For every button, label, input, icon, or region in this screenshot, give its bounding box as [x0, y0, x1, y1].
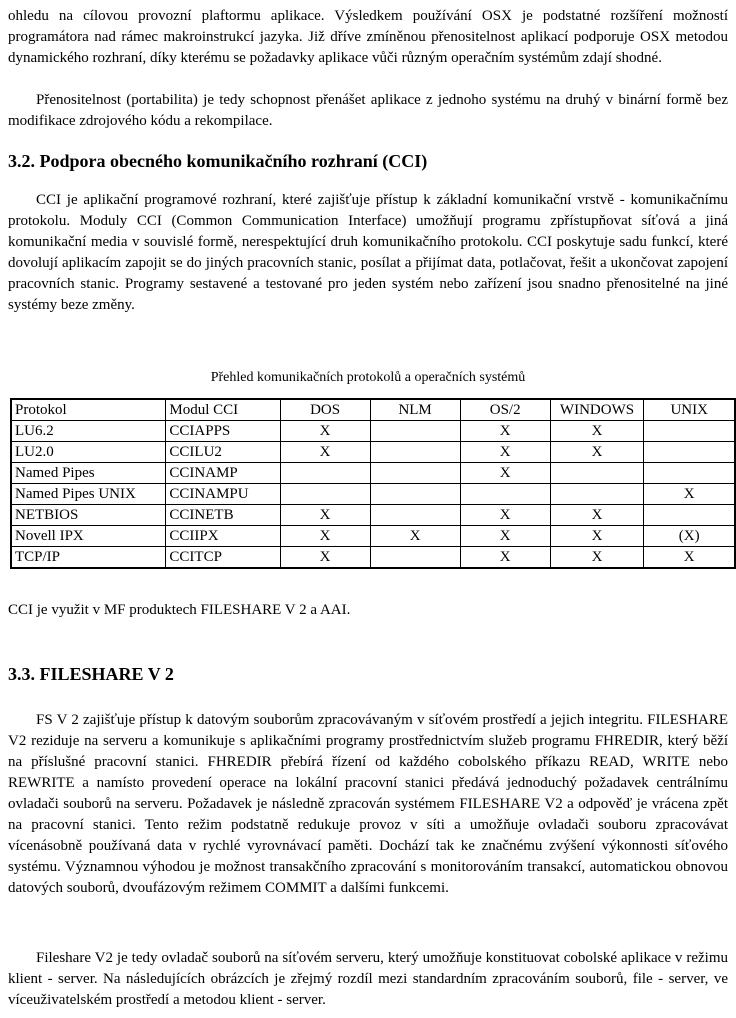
- cell-nlm: [370, 547, 460, 569]
- cell-nlm: [370, 421, 460, 442]
- cell-dos: X: [280, 547, 370, 569]
- cell-unix: [644, 421, 735, 442]
- cell-protocol: Named Pipes: [11, 463, 166, 484]
- table-caption: Přehled komunikačních protokolů a operačních systémů: [210, 370, 526, 385]
- header-module: Modul CCI: [166, 399, 280, 421]
- table-header-row: [11, 399, 735, 421]
- cell-protocol: LU2.0: [11, 442, 166, 463]
- cell-module: CCITCP: [166, 547, 280, 569]
- cell-windows: X: [550, 547, 644, 569]
- cell-module: CCINAMP: [166, 463, 280, 484]
- cell-protocol: Named Pipes UNIX: [11, 484, 166, 505]
- intro-paragraph-1: ohledu na cílovou provozní plaftormu aplikace. Výsledkem používání OSX je podstatné rozšíření možností programátora nad rámec makroinstrukcí jazyka. Již dříve zmíněnou přenositelnost aplikací podporuje OSX metodou dynamického rozhraní, díky kterému se požadavky aplikace vůči různým operačním systémům zdají shodné.: [8, 8, 728, 66]
- cell-unix: [644, 463, 735, 484]
- cell-unix: [644, 442, 735, 463]
- header-protocol: Protokol: [11, 399, 166, 421]
- cci-usage-note: CCI je využit v MF produktech FILESHARE V 2 a AAI.: [8, 602, 351, 618]
- cell-windows: X: [550, 505, 644, 526]
- cell-dos: X: [280, 421, 370, 442]
- table-row: [11, 526, 735, 547]
- section-3-3-paragraph-2: Fileshare V2 je tedy ovladač souborů na síťovém serveru, který umožňuje konstituovat cobolské aplikace v režimu klient - server. Na následujících obrázcích je zřejmý rozdíl mezi standardním zpracováním souborů, file - server, ve víceuživatelském prostředí a metodou klient - server.: [8, 950, 728, 1008]
- cell-module: CCINETB: [166, 505, 280, 526]
- cell-protocol: LU6.2: [11, 421, 166, 442]
- cell-dos: X: [280, 442, 370, 463]
- cell-protocol: Novell IPX: [11, 526, 166, 547]
- cell-windows: [550, 463, 644, 484]
- table-row: [11, 421, 735, 442]
- table-row: [11, 442, 735, 463]
- cell-protocol: TCP/IP: [11, 547, 166, 569]
- table-row: [11, 547, 735, 569]
- cell-dos: X: [280, 505, 370, 526]
- cell-os2: X: [460, 421, 550, 442]
- cell-os2: [460, 484, 550, 505]
- cell-nlm: [370, 484, 460, 505]
- header-dos: DOS: [280, 399, 370, 421]
- cell-os2: X: [460, 505, 550, 526]
- header-os2: OS/2: [460, 399, 550, 421]
- cell-windows: [550, 484, 644, 505]
- cell-unix: [644, 505, 735, 526]
- cell-unix: X: [644, 484, 735, 505]
- section-3-2-heading: 3.2. Podpora obecného komunikačního rozhraní (CCI): [8, 151, 428, 171]
- cell-unix: X: [644, 547, 735, 569]
- cell-module: CCINAMPU: [166, 484, 280, 505]
- cell-nlm: [370, 505, 460, 526]
- cell-nlm: [370, 442, 460, 463]
- cell-os2: X: [460, 442, 550, 463]
- cell-windows: X: [550, 442, 644, 463]
- cell-module: CCILU2: [166, 442, 280, 463]
- table-row: [11, 505, 735, 526]
- cell-os2: X: [460, 463, 550, 484]
- cell-dos: [280, 484, 370, 505]
- cell-dos: X: [280, 526, 370, 547]
- cell-nlm: [370, 463, 460, 484]
- header-nlm: NLM: [370, 399, 460, 421]
- section-3-3-heading: 3.3. FILESHARE V 2: [8, 664, 174, 684]
- table-row: [11, 463, 735, 484]
- protocol-table: [10, 398, 736, 569]
- table-row: [11, 484, 735, 505]
- header-windows: WINDOWS: [550, 399, 644, 421]
- section-3-2-paragraph: CCI je aplikační programové rozhraní, které zajišťuje přístup k základní komunikační vrstvě - komunikačnímu protokolu. Moduly CCI (Common Communication Interface) umožňují programu zpřístupňovat síťová a jiná komunikační media v souvislé formě, nerespektující druh komunikačního protokolu. CCI poskytuje sadu funkcí, které dovolují aplikacím zapojit se do jiných pracovních stanic, posílat a přijímat data, potlačovat, řešit a ukončovat zapojení pracovních stanic. Programy sestavené a testované pro jeden systém nebo zařízení jsou snadno přenositelné na jiné systémy beze změny.: [8, 192, 728, 313]
- cell-os2: X: [460, 526, 550, 547]
- cell-windows: X: [550, 526, 644, 547]
- intro-paragraph-2: Přenositelnost (portabilita) je tedy schopnost přenášet aplikace z jednoho systému na druhý v binární formě bez modifikace zdrojového kódu a rekompilace.: [8, 92, 728, 129]
- cell-protocol: NETBIOS: [11, 505, 166, 526]
- cell-dos: [280, 463, 370, 484]
- header-unix: UNIX: [644, 399, 735, 421]
- cell-nlm: X: [370, 526, 460, 547]
- cell-os2: X: [460, 547, 550, 569]
- cell-windows: X: [550, 421, 644, 442]
- cell-unix: (X): [644, 526, 735, 547]
- cell-module: CCIAPPS: [166, 421, 280, 442]
- cell-module: CCIIPX: [166, 526, 280, 547]
- section-3-3-paragraph-1: FS V 2 zajišťuje přístup k datovým souborům zpracovávaným v síťovém prostředí a jejich integritu. FILESHARE V2 reziduje na serveru a komunikuje s aplikačními programy prostřednictvím služeb programu FHREDIR, který běží na příslušné pracovní stanici. FHREDIR přebírá řízení od každého cobolského příkazu READ, WRITE nebo REWRITE a namísto provedení operace na lokální pracovní stanici předává jednoduchý požadavek centrálnímu ovladači souborů na serveru. Požadavek je následně zpracován systémem FILESHARE V2 a odpověď je vrácena zpět na pracovní stanici. Tento režim podstatně redukuje provoz v síti a umožňuje ovladači souboru zpracovávat vícenásobně používaná data v rychlé vyrovnávací paměti. Dochází tak ke značnému zvýšení výkonnosti síťového systému. Významnou výhodou je možnost transakčního zpracování s monitorováním transakcí, automatickou obnovou datových souborů, dvoufázovým režimem COMMIT a dalšími funkcemi.: [8, 712, 728, 896]
